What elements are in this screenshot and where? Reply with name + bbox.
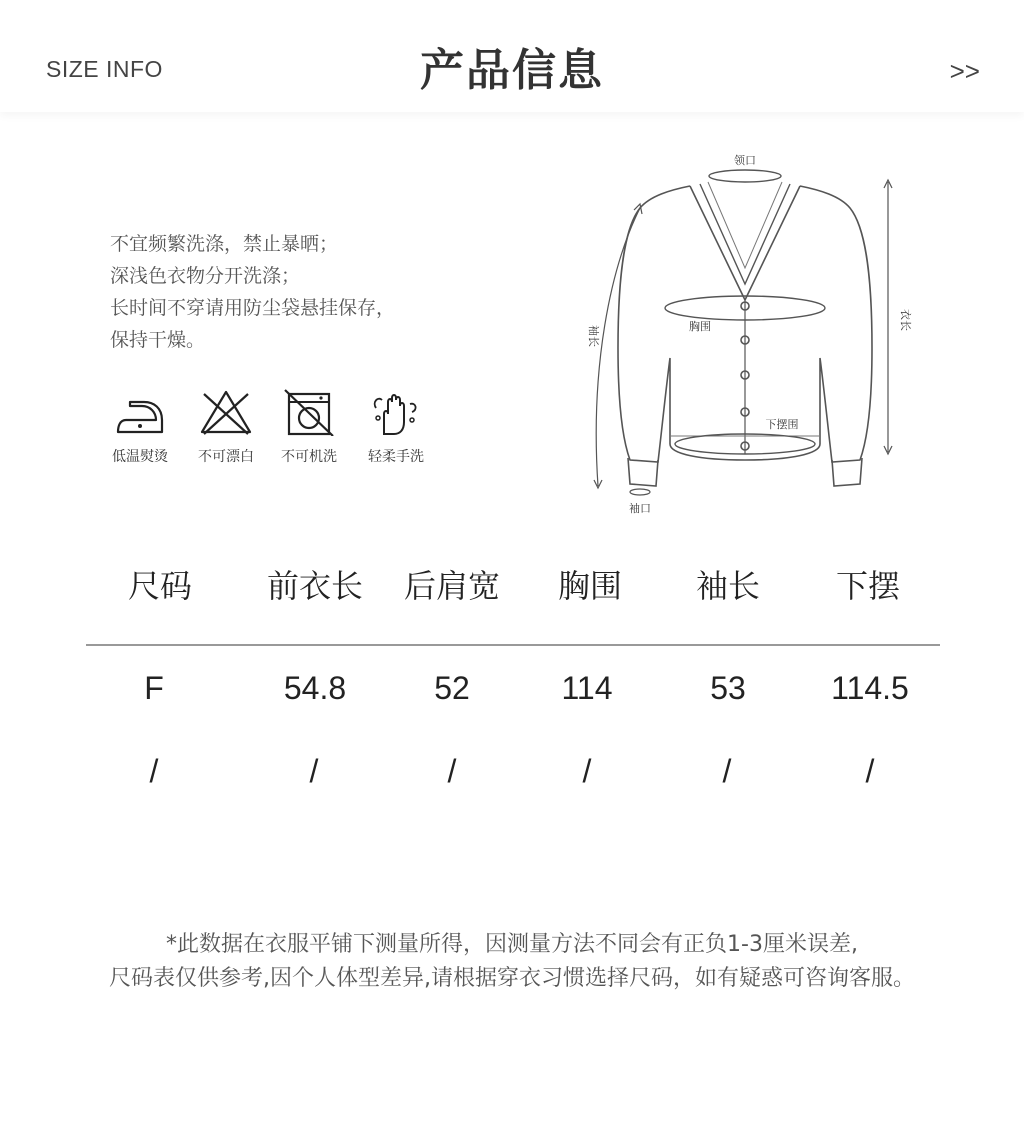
- care-instructions: [110, 228, 470, 356]
- table-header: 下摆: [835, 567, 901, 605]
- care-label: 轻柔手洗: [368, 449, 424, 465]
- table-header: 尺码: [127, 567, 193, 605]
- low-temp-iron-icon: [110, 388, 170, 436]
- table-cell: 52: [434, 670, 470, 706]
- care-line: 保持干燥。: [110, 329, 206, 351]
- care-item-iron: [100, 388, 180, 466]
- table-cell: 53: [710, 670, 746, 706]
- care-label: 低温熨烫: [112, 449, 168, 465]
- care-item-machine: [269, 388, 349, 466]
- care-item-bleach: [186, 388, 266, 466]
- chest-label: 胸围: [689, 320, 711, 333]
- table-header: 前衣长: [266, 567, 364, 605]
- care-line: 长时间不穿请用防尘袋悬挂保存，: [110, 297, 396, 319]
- hem-label: 下摆围: [765, 418, 799, 431]
- table-header: 袖长: [695, 567, 761, 605]
- table-cell: F: [144, 670, 164, 706]
- table-cell: 114: [561, 670, 613, 706]
- cardigan-measurement-diagram: [570, 148, 920, 520]
- size-info-label: SIZE INFO: [46, 56, 163, 82]
- header-bar: [0, 0, 1024, 112]
- care-line: 深浅色衣物分开洗涤；: [110, 265, 301, 287]
- collar-label: 领口: [734, 154, 756, 167]
- care-label: 不可漂白: [198, 449, 254, 465]
- care-line: 不宜频繁洗涤，禁止暴晒；: [110, 233, 339, 255]
- body-length-label: 衣长: [899, 309, 912, 331]
- table-cell: /: [309, 753, 319, 789]
- table-header: 胸围: [557, 567, 623, 605]
- table-divider: [86, 644, 940, 646]
- table-cell: /: [722, 753, 732, 789]
- care-item-handwash: [356, 388, 436, 466]
- cuff-label: 袖口: [629, 502, 651, 515]
- table-cell: 114.5: [831, 670, 909, 706]
- table-cell: /: [582, 753, 592, 789]
- next-arrow-button[interactable]: >>: [949, 56, 980, 86]
- sleeve-length-label: 袖长: [587, 325, 600, 347]
- hand-wash-icon: [366, 388, 426, 436]
- note-line: *此数据在衣服平铺下测量所得，因测量方法不同会有正负1-3厘米误差,: [166, 932, 858, 957]
- table-header: 后肩宽: [403, 567, 501, 605]
- table-cell: 54.8: [283, 670, 347, 706]
- care-label: 不可机洗: [281, 449, 337, 465]
- table-cell: /: [865, 753, 875, 789]
- note-line: 尺码表仅供参考,因个人体型差异,请根据穿衣习惯选择尺码，如有疑惑可咨询客服。: [109, 966, 915, 991]
- table-cell: /: [149, 753, 159, 789]
- no-machine-wash-icon: [279, 388, 339, 436]
- page-title: 产品信息: [420, 45, 604, 96]
- no-bleach-icon: [196, 388, 256, 436]
- measurement-notes: [0, 928, 1024, 996]
- table-cell: /: [447, 753, 457, 789]
